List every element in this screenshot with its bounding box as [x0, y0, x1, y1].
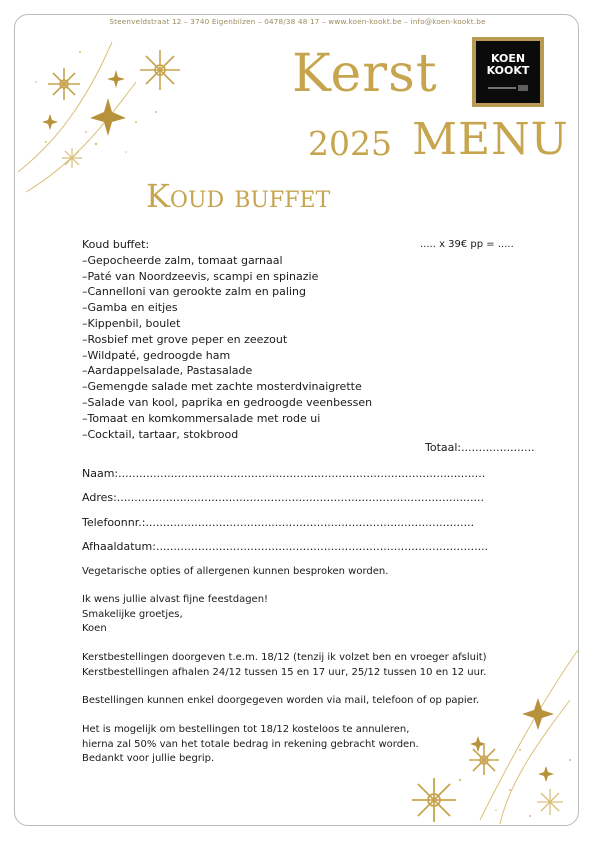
- contact-line: Steenveldstraat 12 – 3740 Eigenbilzen – 0478/38 48 17 – www.koen-kookt.be – info@koen-kookt.be: [109, 17, 486, 26]
- list-item: –Tomaat en komkommersalade met rode ui: [82, 411, 321, 425]
- thanks-line: Bedankt voor jullie begrip.: [82, 753, 215, 764]
- title-menu: MENU: [412, 114, 569, 165]
- menu-list: [82, 237, 372, 442]
- list-item: –Paté van Noordzeevis, scampi en spinazie: [82, 269, 319, 283]
- snowflake-icon: [140, 50, 180, 90]
- list-item: –Cannelloni van gerookte zalm en paling: [82, 285, 306, 299]
- cancellation-line: hierna zal 50% van het totale bedrag in rekening gebracht worden.: [82, 738, 419, 750]
- star-icon: [90, 98, 126, 136]
- wish-block: [82, 593, 268, 637]
- wish-line: Smakelijke groetjes,: [82, 608, 183, 620]
- naam-field[interactable]: Naam:.........................................................................................................: [82, 467, 486, 480]
- star-icon: [42, 114, 58, 130]
- order-channels: Bestellingen kunnen enkel doorgegeven worden via mail, telefoon of op papier.: [82, 695, 480, 706]
- list-item: –Rosbief met grove peper en zeezout: [82, 332, 288, 346]
- list-item: –Wildpaté, gedroogde ham: [82, 348, 231, 362]
- list-item: –Kippenbil, boulet: [82, 316, 181, 330]
- title-kerst: Kerst: [292, 44, 438, 104]
- list-item: –Aardappelsalade, Pastasalade: [82, 364, 253, 378]
- pickup-times: Kerstbestellingen afhalen 24/12 tussen 15 en 17 uur, 25/12 tussen 10 en 12 uur.: [82, 666, 487, 678]
- menu-intro: Koud buffet:: [82, 238, 150, 251]
- list-item: –Salade van kool, paprika en gedroogde veenbessen: [82, 395, 373, 409]
- total-field[interactable]: Totaal:.....................: [425, 441, 535, 454]
- order-info: [82, 651, 487, 680]
- signature-name: Koen: [82, 623, 107, 634]
- star-icon: [522, 698, 554, 730]
- list-item: –Gamba en eitjes: [82, 301, 178, 315]
- adres-field[interactable]: Adres:.........................................................................................................: [82, 491, 484, 504]
- section-title: Koud buffet: [146, 177, 331, 215]
- snowflake-icon: [537, 789, 563, 815]
- gold-swirl-icon: [480, 650, 578, 824]
- vegetarian-note: Vegetarische opties of allergenen kunnen besproken worden.: [82, 566, 389, 577]
- snowflake-icon: [469, 745, 499, 775]
- logo-line-koen: KOEN: [490, 52, 526, 65]
- wish-line: Ik wens jullie alvast fijne feestdagen!: [82, 594, 269, 605]
- snowflake-icon: [412, 778, 456, 822]
- list-item: –Cocktail, tartaar, stokbrood: [82, 427, 239, 441]
- snowflake-decoration-top-left: [16, 22, 196, 197]
- cutlery-icon: [486, 83, 530, 93]
- cancellation-info: [82, 723, 419, 767]
- list-item: –Gepocheerde zalm, tomaat garnaal: [82, 253, 283, 267]
- telefoon-field[interactable]: Telefoonnr.:..............................................................................................: [82, 516, 475, 529]
- star-icon: [107, 70, 125, 88]
- afhaaldatum-field[interactable]: Afhaaldatum:...............................................................................................: [82, 540, 489, 553]
- snowflake-icon: [48, 68, 80, 100]
- title-year: 2025: [308, 124, 392, 163]
- order-deadline: Kerstbestellingen doorgeven t.e.m. 18/12 (tenzij ik volzet ben en vroeger afsluit): [82, 652, 487, 663]
- logo-line-kookt: KOOKT: [486, 64, 530, 77]
- price-per-person-field[interactable]: ..... x 39€ pp = .....: [420, 239, 514, 250]
- koen-kookt-logo: [472, 37, 544, 107]
- star-icon: [538, 766, 554, 782]
- cancellation-line: Het is mogelijk om bestellingen tot 18/12 kosteloos te annuleren,: [82, 724, 410, 735]
- snowflake-icon: [62, 148, 82, 168]
- list-item: –Gemengde salade met zachte mosterdvinaigrette: [82, 380, 362, 394]
